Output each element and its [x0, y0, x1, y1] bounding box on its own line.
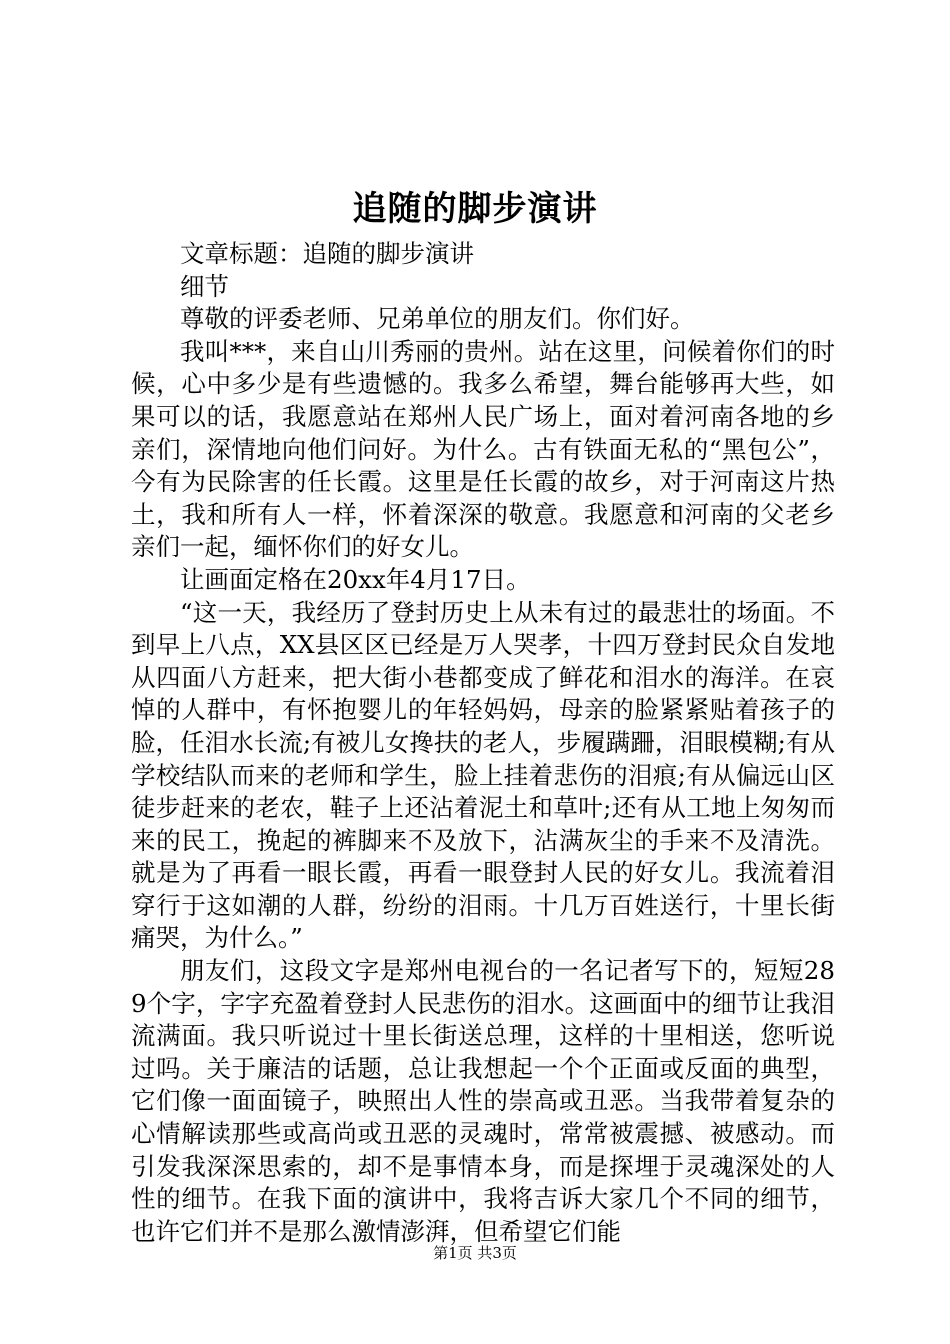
salutation-paragraph: 尊敬的评委老师、兄弟单位的朋友们。你们好。 — [180, 304, 695, 334]
body-paragraph: 朋友们，这段文字是郑州电视台的一名记者写下的，短短289个字，字字充盈着登封人民悲伤的泪水。这画面中的细节让我泪流满面。我只听说过十里长街送总理，这样的十里相送，您听说过吗。关于廉洁的话题，总让我想起一个个正面或反面的典型，它们像一面面镜子，映照出人性的崇高或丑恶。当我带着复杂的心情解读那些或高尚或丑恶的灵魂时，常常被震撼、被感动。而引发我深深思索的，却不是事情本身，而是探埋于灵魂深处的人性的细节。在我下面的演讲中，我将吉诉大家几个不同的细节，也许它们并不是那么激情澎湃，但希望它们能 — [131, 956, 835, 1246]
section-heading: 细节 — [180, 271, 229, 301]
document-title: 追随的脚步演讲 — [352, 189, 598, 229]
quoted-paragraph: “这一天，我经历了登封历史上从未有过的最悲壮的场面。不到早上八点，XX县区区已经是万人哭孝，十四万登封民众自发地从四面八方赶来，把大街小巷都变成了鲜花和泪水的海洋。在哀悼的人群中，有怀抱婴儿的年轻妈妈，母亲的脸紧紧贴着孩子的脸，任泪水长流;有被儿女搀扶的老人，步履蹒跚，泪眼模糊;有从学校结队而来的老师和学生，脸上挂着悲伤的泪痕;有从偏远山区徒步赶来的老农，鞋子上还沾着泥土和草叶;还有从工地上匆匆而来的民工，挽起的裤脚来不及放下，沾满灰尘的手来不及清洗。就是为了再看一眼长霞，再看一眼登封人民的好女儿。我流着泪穿行于这如潮的人群，纷纷的泪雨。十几万百姓送行，十里长街痛哭，为什么。” — [131, 597, 835, 953]
body-paragraph: 让画面定格在20xx年4月17日。 — [180, 564, 531, 594]
body-paragraph: 我叫***，来自山川秀丽的贵州。站在这里，问候着你们的时候，心中多少是有些遗憾的。我多么希望，舞台能够再大些，如果可以的话，我愿意站在郑州人民广场上，面对着河南各地的乡亲们，深情地向他们问好。为什么。古有铁面无私的“黑包公”，今有为民除害的任长霞。这里是任长霞的故乡，对于河南这片热土，我和所有人一样，怀着深深的敬意。我愿意和河南的父老乡亲们一起，缅怀你们的好女儿。 — [131, 336, 835, 562]
page-number-footer: 第1页 共3页 — [433, 1244, 517, 1262]
article-title-line: 文章标题：追随的脚步演讲 — [180, 239, 474, 268]
document-body — [131, 238, 835, 1248]
